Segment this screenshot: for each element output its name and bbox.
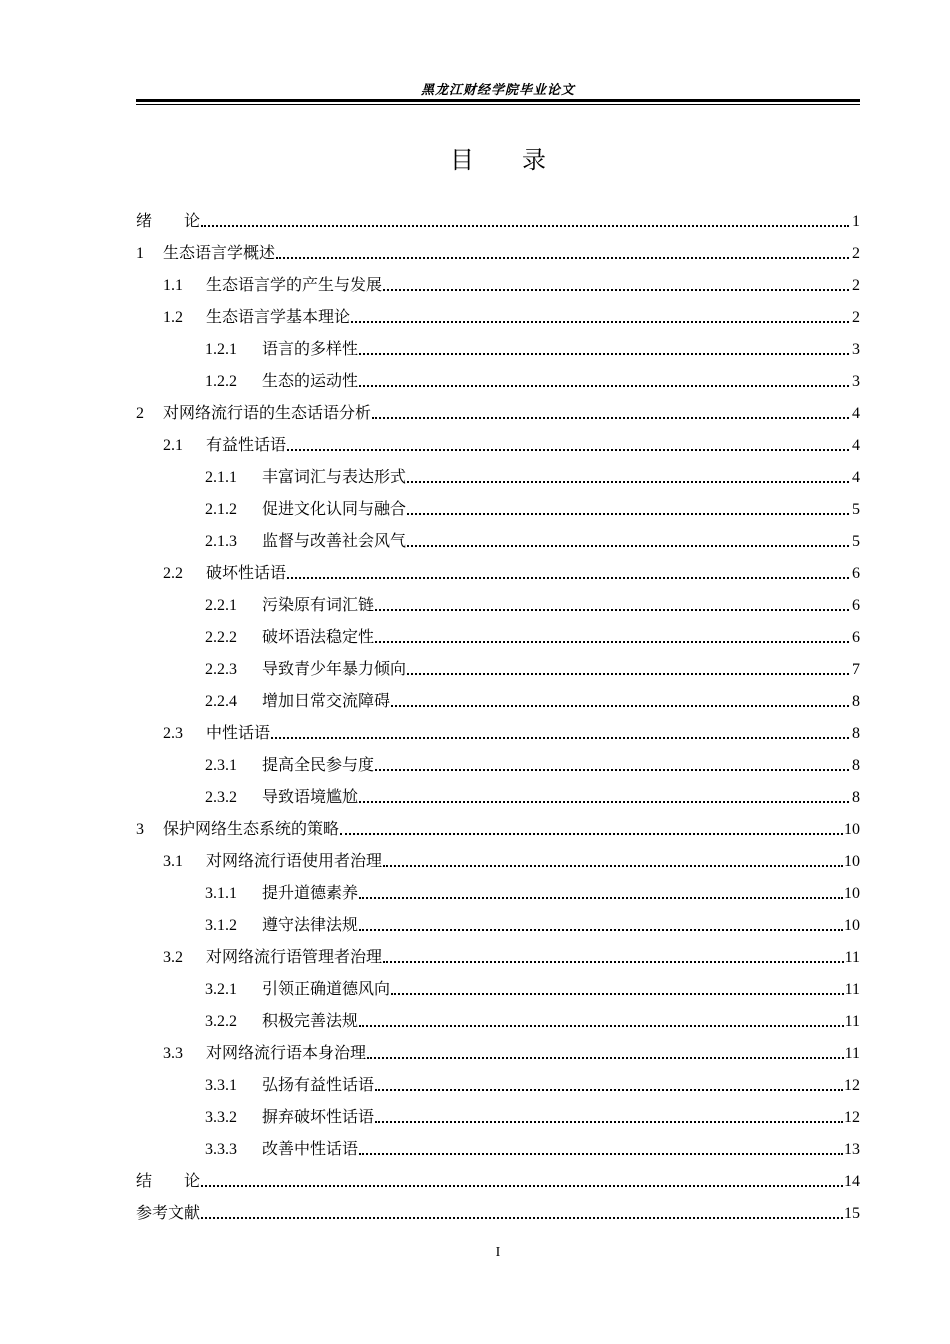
toc-dot-leader (276, 257, 849, 259)
toc-entry-page: 13 (844, 1141, 860, 1158)
toc-entry-number: 3 (136, 821, 144, 838)
toc-entry-page: 4 (852, 405, 860, 422)
toc-entry[interactable] (136, 647, 860, 679)
toc-entry-label: 监督与改善社会风气 (262, 533, 407, 550)
toc-entry[interactable] (136, 775, 860, 807)
toc-entry-number: 2.1.1 (205, 469, 237, 486)
toc-entry-label: 弘扬有益性话语 (262, 1077, 375, 1094)
toc-entry-label: 遵守法律法规 (262, 917, 359, 934)
toc-entry-number: 3.3.1 (205, 1077, 237, 1094)
toc-dot-leader (359, 353, 849, 355)
toc-entry-label: 导致语境尴尬 (262, 789, 359, 806)
toc-dot-leader (351, 321, 849, 323)
toc-entry-number: 2.1 (163, 437, 183, 454)
toc-entry-label: 生态语言学概述 (163, 245, 276, 262)
toc-entry-number: 1.2.1 (205, 341, 237, 358)
toc-dot-leader (375, 1121, 843, 1123)
toc-entry[interactable] (136, 711, 860, 743)
toc-entry-label: 生态语言学基本理论 (206, 309, 351, 326)
toc-entry[interactable] (136, 199, 860, 231)
toc-entry-page: 2 (852, 245, 860, 262)
toc-entry-page: 12 (844, 1077, 860, 1094)
toc-entry[interactable] (136, 743, 860, 775)
toc-entry-number: 2.2.2 (205, 629, 237, 646)
toc-dot-leader (372, 417, 849, 419)
toc-entry-page: 5 (852, 501, 860, 518)
toc-dot-leader (383, 961, 844, 963)
toc-dot-leader (391, 705, 849, 707)
toc-dot-leader (340, 833, 843, 835)
toc-entry[interactable] (136, 999, 860, 1031)
toc-entry[interactable] (136, 967, 860, 999)
toc-entry[interactable] (136, 1127, 860, 1159)
toc-entry-label: 摒弃破坏性话语 (262, 1109, 375, 1126)
toc-entry-page: 2 (852, 277, 860, 294)
toc-entry[interactable] (136, 807, 860, 839)
toc-entry-number: 1.1 (163, 277, 183, 294)
toc-entry-number: 2.2 (163, 565, 183, 582)
toc-entry-page: 8 (852, 789, 860, 806)
toc-dot-leader (271, 737, 849, 739)
toc-dot-leader (375, 641, 849, 643)
toc-entry[interactable] (136, 455, 860, 487)
toc-entry[interactable] (136, 1031, 860, 1063)
toc-dot-leader (407, 545, 849, 547)
toc-entry-number: 2.3.1 (205, 757, 237, 774)
toc-entry-page: 4 (852, 469, 860, 486)
header-rule-thin (136, 104, 860, 105)
toc-entry-page: 6 (852, 565, 860, 582)
toc-entry-page: 11 (844, 949, 860, 966)
toc-entry-page: 10 (844, 917, 860, 934)
toc-dot-leader (391, 993, 844, 995)
toc-entry-number: 2.2.1 (205, 597, 237, 614)
toc-entry-label: 促进文化认同与融合 (262, 501, 407, 518)
toc-entry-page: 10 (844, 821, 860, 838)
toc-entry-number: 2.1.3 (205, 533, 237, 550)
toc-entry-page: 11 (844, 981, 860, 998)
toc-entry-page: 12 (844, 1109, 860, 1126)
toc-dot-leader (287, 449, 849, 451)
toc-entry[interactable] (136, 327, 860, 359)
toc-dot-leader (359, 929, 843, 931)
toc-dot-leader (375, 609, 849, 611)
toc-entry-label: 提升道德素养 (262, 885, 359, 902)
toc-entry[interactable] (136, 551, 860, 583)
toc-entry-page: 15 (844, 1205, 860, 1222)
toc-entry-number: 3.2.1 (205, 981, 237, 998)
toc-entry-label: 生态语言学的产生与发展 (206, 277, 383, 294)
toc-dot-leader (375, 1089, 843, 1091)
toc-dot-leader (407, 513, 849, 515)
toc-entry[interactable] (136, 871, 860, 903)
toc-entry-number: 2.2.3 (205, 661, 237, 678)
toc-title: 目录 (450, 146, 594, 174)
toc-entry-number: 3.2 (163, 949, 183, 966)
toc-entry-page: 11 (844, 1045, 860, 1062)
toc-entry-label: 导致青少年暴力倾向 (262, 661, 407, 678)
toc-entry-label: 污染原有词汇链 (262, 597, 375, 614)
toc-dot-leader (359, 801, 849, 803)
toc-entry-page: 6 (852, 597, 860, 614)
toc-entry-label: 破坏性话语 (206, 565, 287, 582)
toc-entry-page: 1 (852, 213, 860, 230)
toc-entry[interactable] (136, 359, 860, 391)
toc-entry-page: 7 (852, 661, 860, 678)
toc-entry[interactable] (136, 1063, 860, 1095)
toc-entry-page: 4 (852, 437, 860, 454)
toc-entry-number: 2 (136, 405, 144, 422)
toc-entry-page: 8 (852, 725, 860, 742)
toc-entry-label: 提高全民参与度 (262, 757, 375, 774)
toc-dot-leader (383, 289, 849, 291)
toc-entry[interactable] (136, 935, 860, 967)
toc-dot-leader (375, 769, 849, 771)
toc-entry[interactable] (136, 231, 860, 263)
document-header-title: 黑龙江财经学院毕业论文 (420, 83, 575, 98)
toc-entry[interactable] (136, 1095, 860, 1127)
toc-entry-label: 中性话语 (206, 725, 271, 742)
toc-entry-label: 绪 论 (136, 213, 201, 230)
toc-entry[interactable] (136, 679, 860, 711)
toc-entry-number: 3.1.2 (205, 917, 237, 934)
toc-entry-label: 对网络流行语使用者治理 (206, 853, 383, 870)
toc-dot-leader (287, 577, 849, 579)
table-of-contents (136, 199, 860, 1223)
toc-entry-label: 对网络流行语管理者治理 (206, 949, 383, 966)
toc-entry[interactable] (136, 615, 860, 647)
toc-entry-page: 6 (852, 629, 860, 646)
toc-entry[interactable] (136, 1191, 860, 1223)
toc-entry-number: 3.3.3 (205, 1141, 237, 1158)
toc-entry-number: 3.1 (163, 853, 183, 870)
toc-entry-label: 对网络流行语的生态话语分析 (163, 405, 372, 422)
toc-entry[interactable] (136, 839, 860, 871)
toc-entry-number: 2.3.2 (205, 789, 237, 806)
toc-entry[interactable] (136, 295, 860, 327)
toc-entry[interactable] (136, 487, 860, 519)
toc-entry-label: 生态的运动性 (262, 373, 359, 390)
toc-entry-label: 丰富词汇与表达形式 (262, 469, 407, 486)
toc-entry-page: 11 (844, 1013, 860, 1030)
toc-entry-number: 2.2.4 (205, 693, 237, 710)
toc-entry-number: 3.1.1 (205, 885, 237, 902)
toc-entry-page: 8 (852, 693, 860, 710)
toc-entry-label: 积极完善法规 (262, 1013, 359, 1030)
toc-entry-label: 语言的多样性 (262, 341, 359, 358)
toc-dot-leader (383, 865, 843, 867)
toc-entry-label: 结 论 (136, 1173, 201, 1190)
toc-dot-leader (407, 481, 849, 483)
toc-dot-leader (407, 673, 849, 675)
toc-entry-page: 3 (852, 373, 860, 390)
toc-entry[interactable] (136, 1159, 860, 1191)
toc-entry-number: 3.2.2 (205, 1013, 237, 1030)
toc-dot-leader (201, 225, 849, 227)
toc-dot-leader (359, 1025, 844, 1027)
toc-entry[interactable] (136, 391, 860, 423)
toc-dot-leader (201, 1217, 843, 1219)
header-rule-thick (136, 99, 860, 102)
toc-entry-label: 增加日常交流障碍 (262, 693, 391, 710)
toc-dot-leader (359, 897, 843, 899)
toc-entry-number: 3.3.2 (205, 1109, 237, 1126)
toc-entry-page: 10 (844, 885, 860, 902)
toc-entry-label: 保护网络生态系统的策略 (163, 821, 340, 838)
toc-entry-page: 14 (844, 1173, 860, 1190)
toc-entry-label: 改善中性话语 (262, 1141, 359, 1158)
toc-entry-label: 参考文献 (136, 1205, 201, 1222)
toc-entry[interactable] (136, 263, 860, 295)
toc-entry-page: 10 (844, 853, 860, 870)
toc-entry-label: 有益性话语 (206, 437, 287, 454)
toc-entry-label: 对网络流行语本身治理 (206, 1045, 367, 1062)
toc-dot-leader (359, 385, 849, 387)
toc-entry-number: 2.3 (163, 725, 183, 742)
toc-entry-number: 1.2.2 (205, 373, 237, 390)
toc-entry-number: 1.2 (163, 309, 183, 326)
page-number: I (495, 1245, 501, 1260)
toc-dot-leader (201, 1185, 843, 1187)
toc-entry-number: 3.3 (163, 1045, 183, 1062)
toc-entry-number: 2.1.2 (205, 501, 237, 518)
toc-entry[interactable] (136, 583, 860, 615)
toc-entry-page: 2 (852, 309, 860, 326)
toc-entry-label: 破坏语法稳定性 (262, 629, 375, 646)
toc-entry-page: 8 (852, 757, 860, 774)
toc-entry-page: 3 (852, 341, 860, 358)
toc-entry-label: 引领正确道德风向 (262, 981, 391, 998)
toc-entry[interactable] (136, 519, 860, 551)
toc-entry[interactable] (136, 423, 860, 455)
toc-entry-page: 5 (852, 533, 860, 550)
toc-dot-leader (367, 1057, 844, 1059)
toc-entry[interactable] (136, 903, 860, 935)
toc-entry-number: 1 (136, 245, 144, 262)
toc-dot-leader (359, 1153, 843, 1155)
